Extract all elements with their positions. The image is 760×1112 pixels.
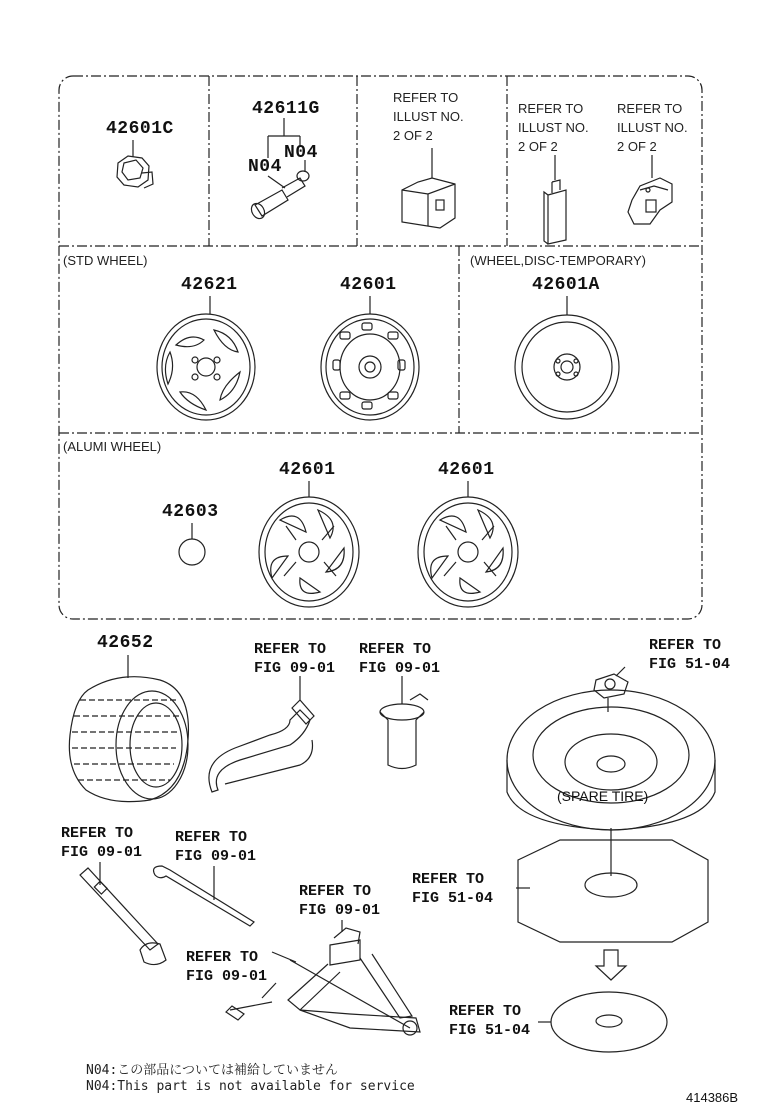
section-temporary-wheel: (WHEEL,DISC-TEMPORARY) — [470, 253, 646, 268]
valve-icon — [249, 171, 309, 221]
ref-line: FIG 51-04 — [412, 890, 494, 907]
ref-line: ILLUST NO. — [393, 109, 464, 124]
note-code-n04: N04 — [248, 157, 282, 177]
part-number-42603: 42603 — [162, 502, 219, 522]
ref-line: REFER TO — [186, 949, 259, 966]
ref-line: REFER TO — [175, 829, 248, 846]
tire-icon — [69, 677, 188, 802]
hold-down-bolt-icon — [594, 674, 628, 712]
steel-wheel-icon — [321, 314, 419, 420]
alloy-wheel-icon — [259, 497, 359, 607]
tool-holder-icon — [380, 694, 428, 769]
down-arrow-icon — [596, 950, 626, 980]
part-number-42601-std: 42601 — [340, 275, 397, 295]
floor-mat-icon — [518, 840, 708, 942]
part-number-42601-alumi-1: 42601 — [279, 460, 336, 480]
part-number-42621: 42621 — [181, 275, 238, 295]
ref-line: REFER TO — [412, 871, 485, 888]
refer-illust-weight-2[interactable] — [518, 99, 589, 156]
refer-fig-jack[interactable] — [299, 882, 380, 920]
section-std-wheel: (STD WHEEL) — [63, 253, 148, 268]
ref-line: FIG 09-01 — [254, 660, 336, 677]
ref-line: REFER TO — [299, 883, 372, 900]
weight-clip-icon — [628, 178, 672, 224]
note-japanese: N04:この部品については補給していません — [86, 1063, 339, 1078]
ref-line: ILLUST NO. — [617, 120, 688, 135]
note-code-n04: N04 — [284, 143, 318, 163]
refer-fig-spare-hold[interactable] — [649, 636, 730, 674]
part-number-42611G: 42611G — [252, 99, 320, 119]
jack-bolt-icon — [226, 1002, 272, 1020]
ref-line: FIG 51-04 — [649, 656, 731, 673]
refer-fig-handle[interactable] — [175, 828, 256, 866]
part-number-42601C: 42601C — [106, 119, 174, 139]
alloy-wheel-icon — [418, 497, 518, 607]
ref-line: FIG 09-01 — [359, 660, 441, 677]
refer-fig-jack-bolt[interactable] — [186, 948, 267, 986]
note-english: N04:This part is not available for service — [86, 1079, 415, 1094]
spare-tire-label: (SPARE TIRE) — [557, 788, 649, 804]
part-number-42652: 42652 — [97, 633, 154, 653]
ref-line: 2 OF 2 — [617, 139, 657, 154]
section-alumi-wheel: (ALUMI WHEEL) — [63, 439, 162, 454]
refer-fig-holder[interactable] — [359, 640, 440, 678]
ref-line: FIG 09-01 — [299, 902, 381, 919]
balance-weight-icon — [402, 178, 455, 228]
ref-line: REFER TO — [61, 825, 134, 842]
ref-line: ILLUST NO. — [518, 120, 589, 135]
spacer-disc-icon — [551, 992, 667, 1052]
center-cap-icon — [179, 539, 205, 565]
ref-line: REFER TO — [254, 641, 327, 658]
wheel-cap-icon — [157, 314, 255, 420]
ref-line: FIG 09-01 — [186, 968, 268, 985]
scissor-jack-icon — [272, 928, 420, 1035]
refer-fig-strap[interactable] — [254, 640, 335, 678]
temporary-wheel-icon — [515, 315, 619, 419]
refer-fig-disc[interactable] — [449, 1002, 530, 1040]
refer-fig-wrench[interactable] — [61, 824, 142, 862]
part-number-42601A: 42601A — [532, 275, 600, 295]
lug-nut-icon — [117, 156, 153, 188]
spare-tire-icon — [507, 690, 715, 830]
ref-line: REFER TO — [617, 101, 683, 116]
ref-line: REFER TO — [649, 637, 722, 654]
wheel-group-frame — [59, 76, 702, 619]
jack-handle-icon — [154, 866, 254, 926]
refer-illust-weight-1[interactable] — [393, 88, 464, 145]
refer-fig-mat[interactable] — [412, 870, 493, 908]
ref-line: REFER TO — [359, 641, 432, 658]
ref-line: 2 OF 2 — [518, 139, 558, 154]
ref-line: FIG 51-04 — [449, 1022, 531, 1039]
ref-line: REFER TO — [449, 1003, 522, 1020]
strap-icon — [209, 700, 314, 792]
ref-line: FIG 09-01 — [175, 848, 257, 865]
diagram-id: 414386B — [686, 1090, 739, 1105]
refer-illust-weight-3[interactable] — [617, 99, 688, 156]
ref-line: FIG 09-01 — [61, 844, 143, 861]
part-number-42601-alumi-2: 42601 — [438, 460, 495, 480]
ref-line: REFER TO — [518, 101, 584, 116]
wheel-wrench-icon — [80, 868, 166, 965]
ref-line: REFER TO — [393, 90, 459, 105]
weight-strip-icon — [544, 180, 566, 244]
ref-line: 2 OF 2 — [393, 128, 433, 143]
